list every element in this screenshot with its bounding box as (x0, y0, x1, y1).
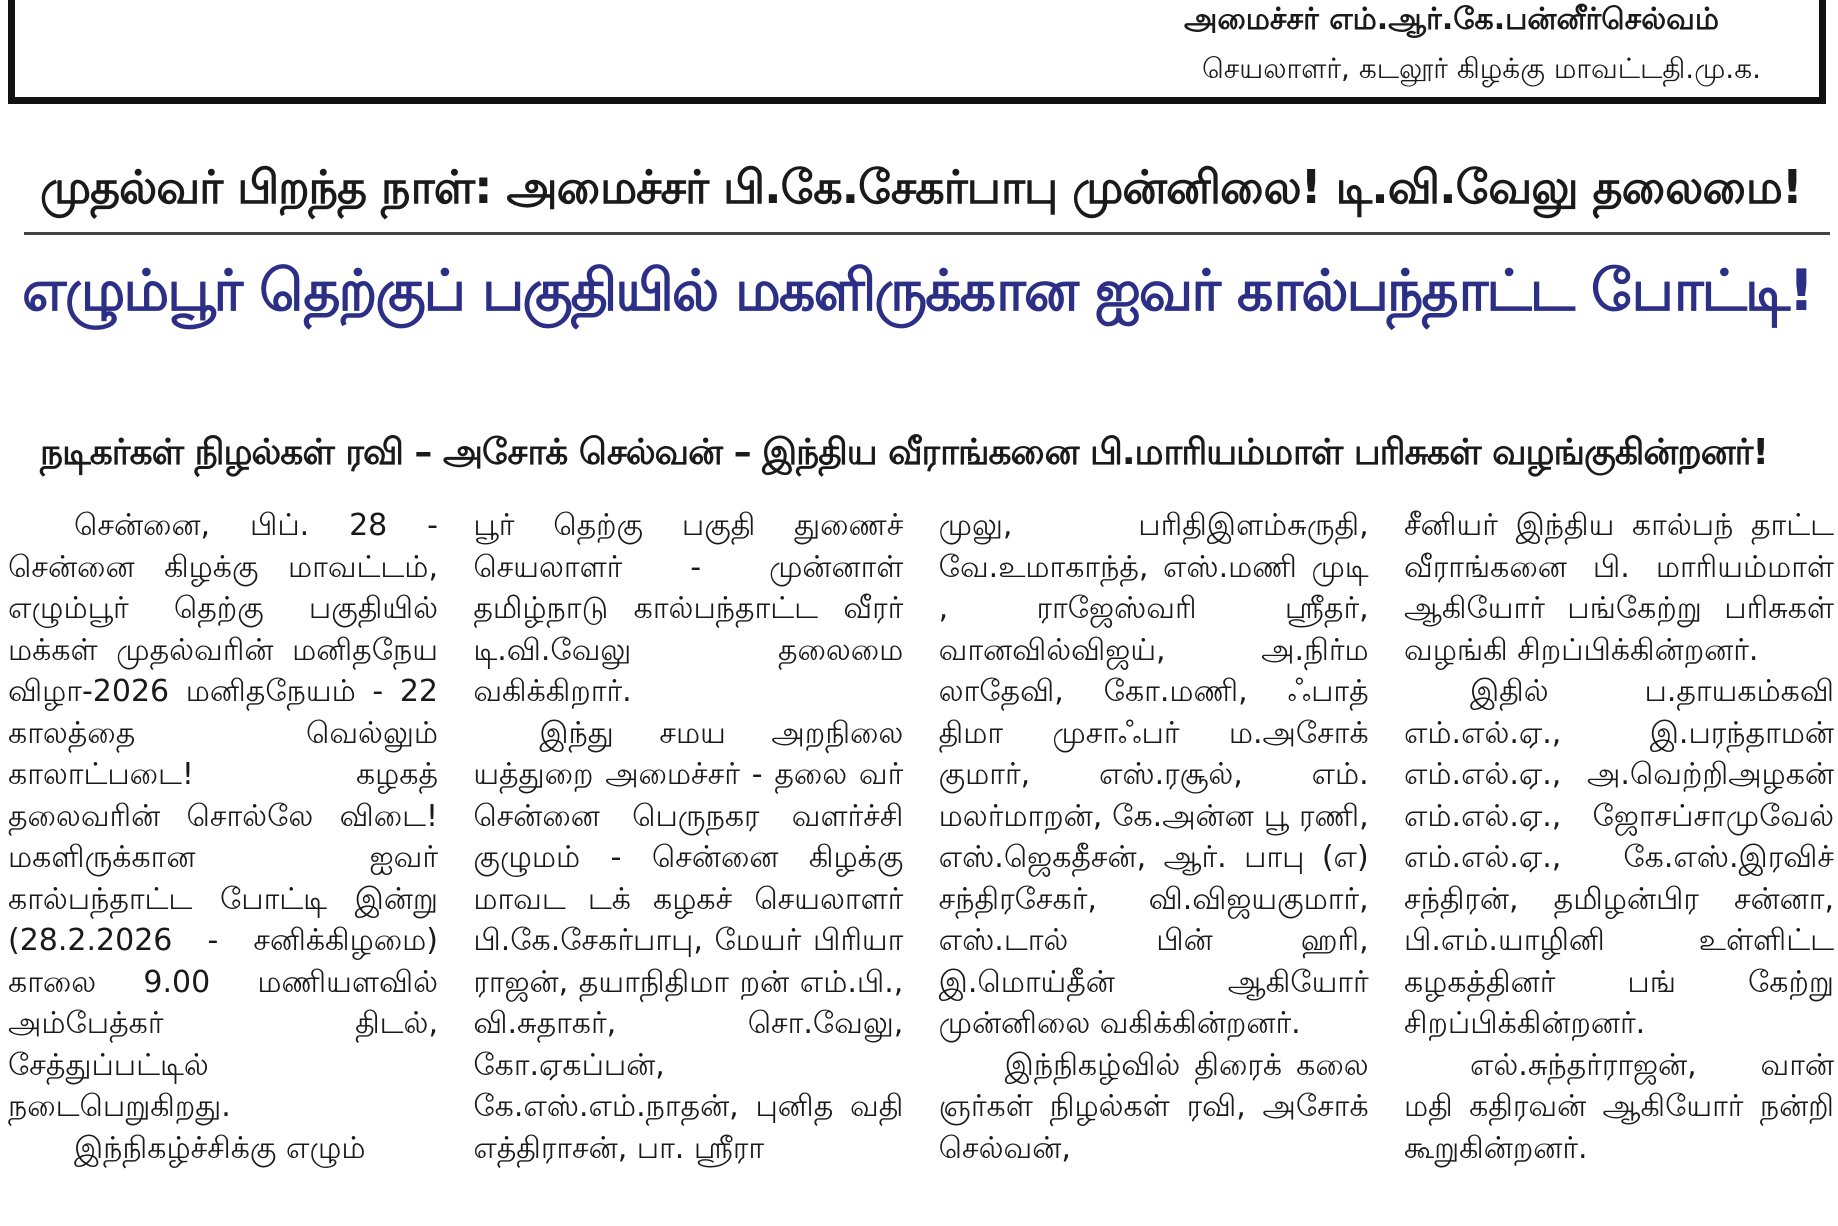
main-headline: எழும்பூர் தெற்குப் பகுதியில் மகளிருக்கான ஐவர் கால்பந்தாட்ட போட்டி! (22, 258, 1813, 324)
paragraph: இந்நிகழ்ச்சிக்கு எழும் (74, 1130, 366, 1166)
article-body (8, 505, 1834, 1220)
article-column-2 (473, 505, 903, 1220)
article-column-4 (1404, 505, 1834, 1220)
article-column-3 (939, 505, 1369, 1220)
paragraph: எல்.சுந்தர்ராஜன், வான் மதி கதிரவன் ஆகியோர் நன்றி கூறுகின்றனர். (1403, 1047, 1834, 1166)
paragraph: சென்னை, பிப். 28 - சென்னை கிழக்கு மாவட்டம், எழும்பூர் தெற்கு பகுதியில் மக்கள் முதல்வரின் மனிதநேய விழா-2026 மனிதநேயம் - 22 காலத்தை வெல்லும் காலாட்படை! கழகத் தலைவரின் சொல்லே விடை! மகளிருக்கான ஐவர் கால்பந்தாட்ட போட்டி இன்று (28.2.2026 - சனிக்கிழமை) காலை 9.00 மணியளவில் அம்பேத்கர் திடல், சேத்துப்பட்டில் நடைபெறுகிறது. (8, 508, 438, 1124)
paragraph: சீனியர் இந்திய கால்பந் தாட்ட வீராங்கனை பி. மாரியம்மாள் ஆகியோர் பங்கேற்று பரிசுகள் வழங்கி சிறப்பிக்கின்றனர். (1403, 508, 1834, 668)
paragraph: இதில் ப.தாயகம்கவி எம்.எல்.ஏ., இ.பரந்தாமன் எம்.எல்.ஏ., அ.வெற்றிஅழகன் எம்.எல்.ஏ., ஜோசப்சாமுவேல் எம்.எல்.ஏ., கே.எஸ்.இரவிச் சந்திரன், தமிழன்பிர சன்னா, பி.எம்.யாழினி உள்ளிட்ட கழகத்தினர் பங் கேற்று சிறப்பிக்கின்றனர். (1403, 674, 1834, 1041)
paragraph: முலு, பரிதிஇளம்சுருதி, வே.உமாகாந்த், எஸ்.மணி முடி , ராஜேஸ்வரி ஸ்ரீதர், வானவில்விஜய், அ.நிர்ம லாதேவி, கோ.மணி, ஃபாத் திமா முசாஃபர் ம.அசோக் குமார், எஸ்.ரசூல், எம். மலர்மாறன், கே.அன்ன பூ ரணி, எஸ்.ஜெகதீசன், ஆர். பாபு (எ) சந்திரசேகர், வி.விஜயகுமார், எஸ்.டால் பின் ஹரி, இ.மொய்தீன் ஆகியோர் முன்னிலை வகிக்கின்றனர். (938, 508, 1369, 1041)
article-column-1 (8, 505, 438, 1220)
kicker-divider (24, 232, 1830, 235)
signature-name: அமைச்சர் எம்.ஆர்.கே.பன்னீர்செல்வம் (1184, 2, 1719, 37)
signature-box (8, 0, 1826, 104)
paragraph: பூர் தெற்கு பகுதி துணைச் செயலாளர் - முன்னாள் தமிழ்நாடு கால்பந்தாட்ட வீரர் டி.வி.வேலு தலைமை வகிக்கிறார். (473, 508, 904, 709)
subheadline: நடிகர்கள் நிழல்கள் ரவி – அசோக் செல்வன் – இந்திய வீராங்கனை பி.மாரியம்மாள் பரிசுகள் வழங்குகின்றனர்! (40, 432, 1768, 473)
paragraph: இந்நிகழ்வில் திரைக் கலை ஞர்கள் நிழல்கள் ரவி, அசோக் செல்வன், (938, 1047, 1369, 1166)
signature-role: செயலாளர், கடலூர் கிழக்கு மாவட்டதி.மு.க. (1201, 52, 1761, 85)
paragraph: இந்து சமய அறநிலை யத்துறை அமைச்சர் - தலை வர் சென்னை பெருநகர வளர்ச்சி குழுமம் - சென்னை கிழக்கு மாவட டக் கழகச் செயலாளர் பி.கே.சேகர்பாபு, மேயர் பிரியா ராஜன், தயாநிதிமா றன் எம்.பி., வி.சுதாகர், சொ.வேலு, கோ.ஏகப்பன், கே.எஸ்.எம்.நாதன், புனித வதி எத்திராசன், பா. ஸ்ரீரா (473, 715, 904, 1166)
kicker-headline: முதல்வர் பிறந்த நாள்: அமைச்சர் பி.கே.சேகர்பாபு முன்னிலை! டி.வி.வேலு தலைமை! (40, 160, 1802, 214)
